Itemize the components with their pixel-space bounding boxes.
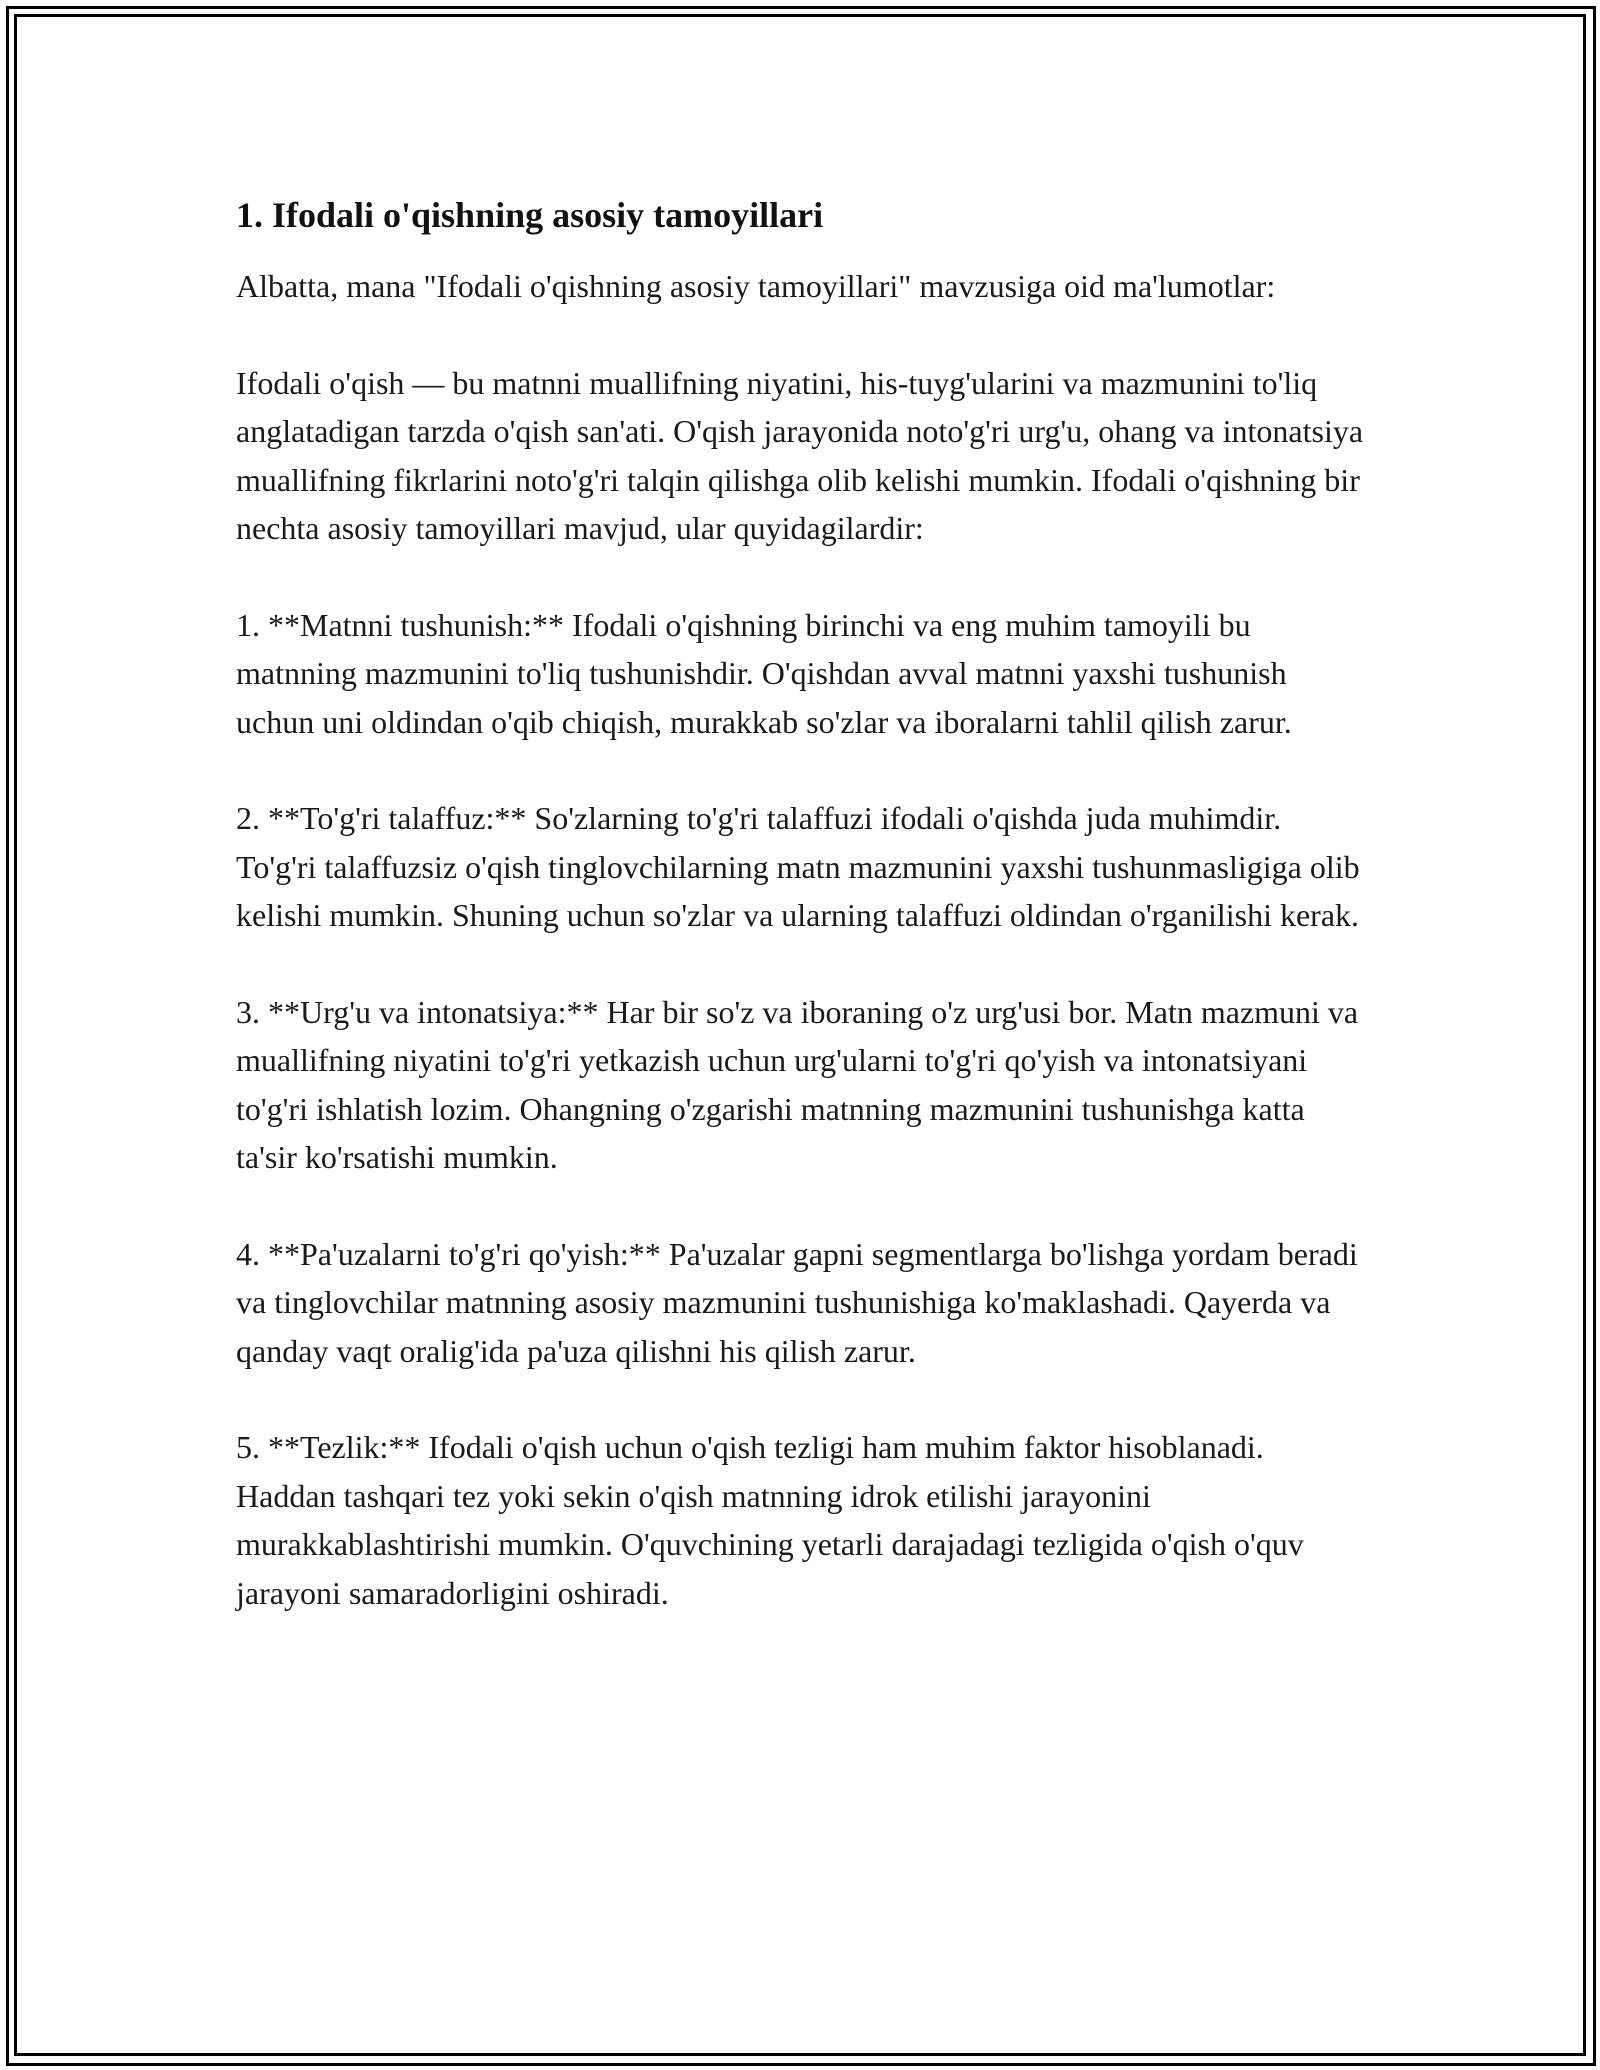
principle-paragraph-5: 5. **Tezlik:** Ifodali o'qish uchun o'qish tezligi ham muhim faktor hisoblanadi. Haddan tashqari tez yoki sekin o'qish matnning idrok etilishi jarayonini murakkablashtirishi mumkin. O'quvchining yetarli darajadagi tezligida o'qish o'quv jarayoni samaradorligini oshiradi. xyxy=(236,1429,1304,1611)
principle-paragraph-4: 4. **Pa'uzalarni to'g'ri qo'yish:** Pa'uzalar gapni segmentlarga bo'lishga yordam beradi va tinglovchilar matnning asosiy mazmunini tushunishiga ko'maklashadi. Qayerda va qanday vaqt oralig'ida pa'uza qilishni his qilish zarur. xyxy=(236,1235,1358,1369)
document-body xyxy=(236,186,1366,1665)
principle-paragraph-3: 3. **Urg'u va intonatsiya:** Har bir so'z va iboraning o'z urg'usi bor. Matn mazmuni va muallifning niyatini to'g'ri yetkazish uchun urg'ularni to'g'ri qo'yish va intonatsiyani to'g'ri ishlatish lozim. Ohangning o'zgarishi matnning mazmunini tushunishga katta ta'sir ko'rsatishi mumkin. xyxy=(236,993,1359,1175)
definition-paragraph: Ifodali o'qish — bu matnni muallifning niyatini, his-tuyg'ularini va mazmunini to'liq anglatadigan tarzda o'qish san'ati. O'qish jarayonida noto'g'ri urg'u, ohang va intonatsiya muallifning fikrlarini noto'g'ri talqin qilishga olib kelishi mumkin. Ifodali o'qishning bir nechta asosiy tamoyillari mavjud, ular quyidagilardir: xyxy=(236,364,1364,546)
document-heading: 1. Ifodali o'qishning asosiy tamoyillari xyxy=(236,195,824,235)
principle-paragraph-1: 1. **Matnni tushunish:** Ifodali o'qishning birinchi va eng muhim tamoyili bu matnning mazmunini to'liq tushunishdir. O'qishdan avval matnni yaxshi tushunish uchun uni oldindan o'qib chiqish, murakkab so'zlar va iboralarni tahlil qilish zarur. xyxy=(236,606,1292,740)
principle-paragraph-2: 2. **To'g'ri talaffuz:** So'zlarning to'g'ri talaffuzi ifodali o'qishda juda muhimdir. To'g'ri talaffuzsiz o'qish tinglovchilarning matn mazmunini yaxshi tushunmasligiga olib kelishi mumkin. Shuning uchun so'zlar va ularning talaffuzi oldindan o'rganilishi kerak. xyxy=(236,800,1360,933)
intro-paragraph: Albatta, mana "Ifodali o'qishning asosiy tamoyillari" mavzusiga oid ma'lumotlar: xyxy=(236,268,1276,304)
